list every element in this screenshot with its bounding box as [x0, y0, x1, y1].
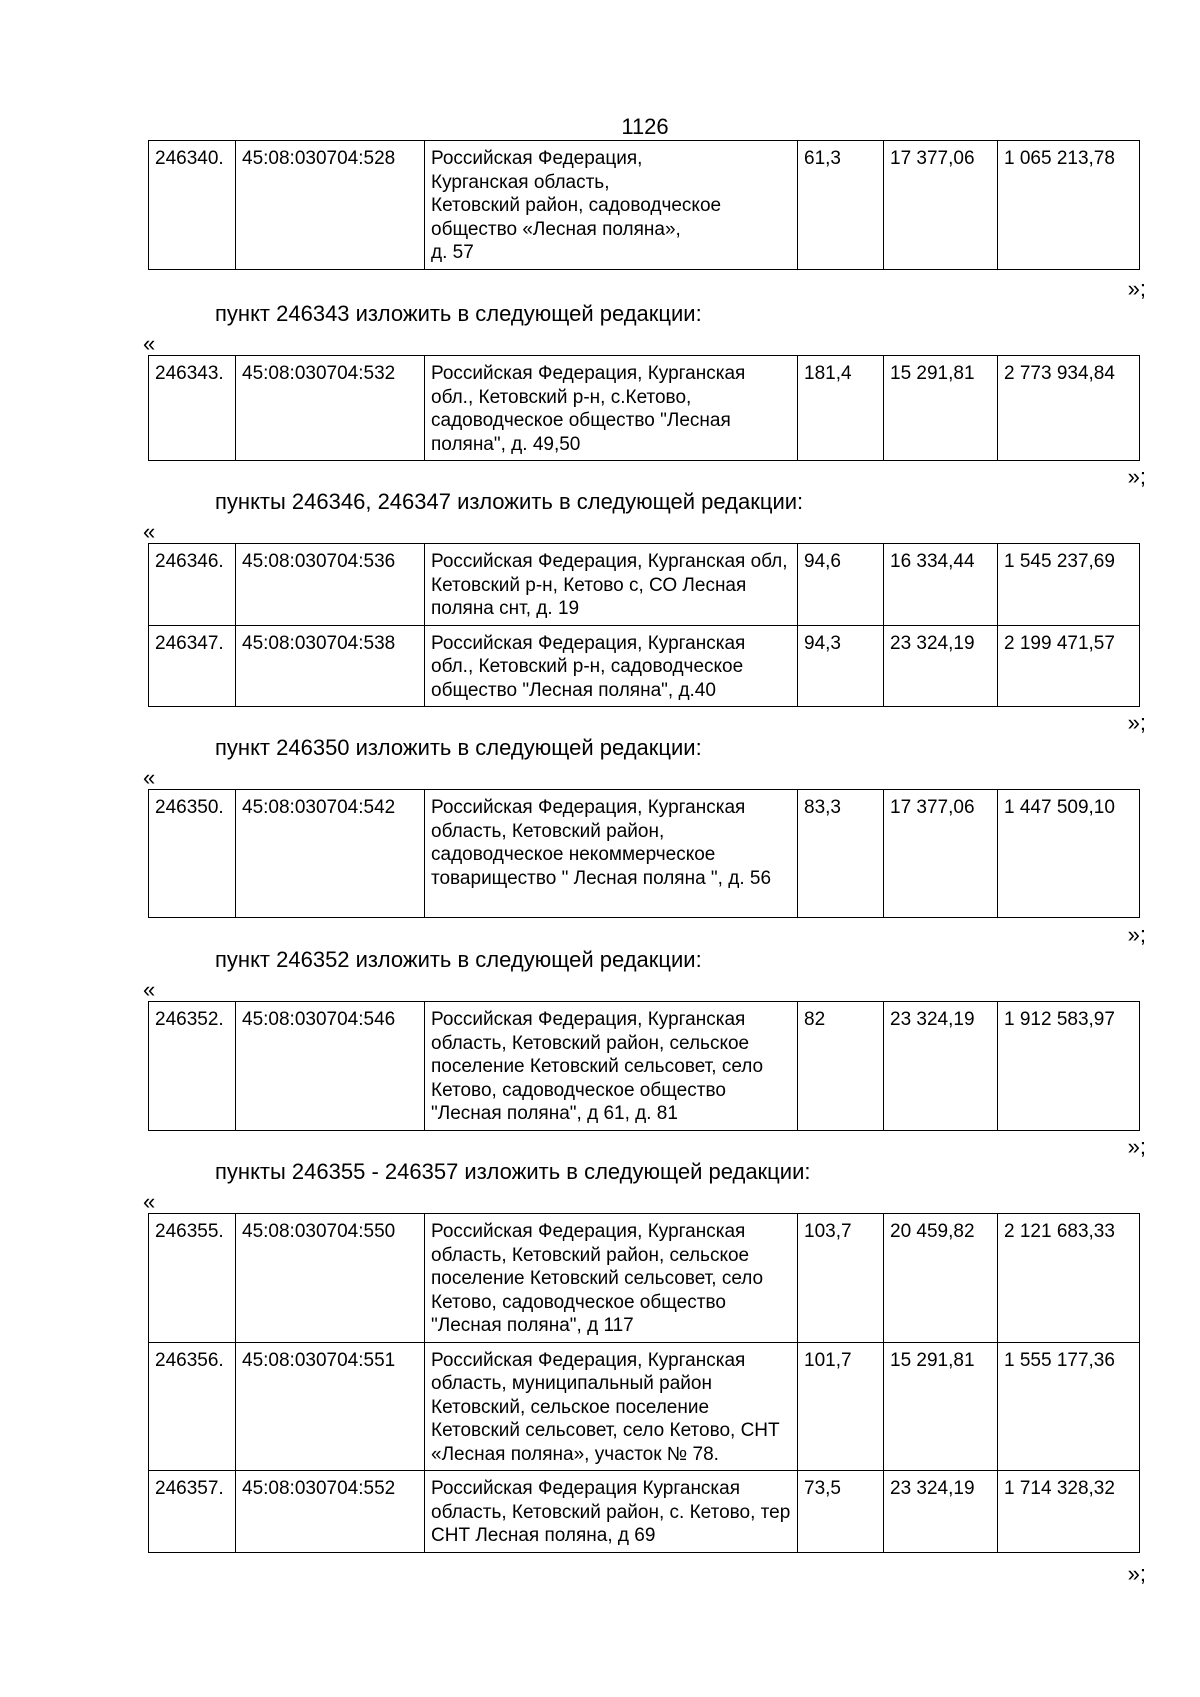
cadastral-value: 2 121 683,33	[998, 1214, 1140, 1343]
records-table-246350	[148, 789, 1140, 918]
records-table-246352	[148, 1001, 1140, 1131]
closing-quote: »;	[1127, 1134, 1146, 1159]
opening-quote: «	[143, 331, 156, 356]
unit-price: 15 291,81	[884, 356, 998, 461]
cadastral-number: 45:08:030704:546	[236, 1002, 425, 1131]
cadastral-number: 45:08:030704:538	[236, 625, 425, 707]
unit-price: 23 324,19	[884, 625, 998, 707]
closing-quote: »;	[1127, 276, 1146, 301]
amendment-instruction: пункты 246355 - 246357 изложить в следующей редакции:	[215, 1159, 811, 1184]
item-number: 246343.	[149, 356, 236, 461]
cadastral-value: 1 545 237,69	[998, 544, 1140, 626]
opening-quote: «	[143, 1189, 156, 1214]
table-row	[149, 1342, 1140, 1471]
item-number: 246352.	[149, 1002, 236, 1131]
item-number: 246357.	[149, 1471, 236, 1553]
amendment-instruction: пункты 246346, 246347 изложить в следующей редакции:	[215, 489, 804, 514]
item-number: 246340.	[149, 141, 236, 270]
table-row	[149, 790, 1140, 918]
cadastral-value: 1 065 213,78	[998, 141, 1140, 270]
address: Российская Федерация Курганская область, Кетовский район, с. Кетово, тер СНТ Лесная поляна, д 69	[425, 1471, 798, 1553]
address: Российская Федерация, Курганская область, Кетовский район, садоводческое общество «Лесная поляна», д. 57	[425, 141, 798, 270]
cadastral-number: 45:08:030704:552	[236, 1471, 425, 1553]
amendment-instruction: пункт 246343 изложить в следующей редакции:	[215, 301, 702, 326]
closing-quote: »;	[1127, 710, 1146, 735]
opening-quote: «	[143, 765, 156, 790]
address: Российская Федерация, Курганская обл., Кетовский р-н, с.Кетово, садоводческое общество "Лесная поляна", д. 49,50	[425, 356, 798, 461]
records-table-246343	[148, 355, 1140, 461]
cadastral-number: 45:08:030704:551	[236, 1342, 425, 1471]
unit-price: 15 291,81	[884, 1342, 998, 1471]
address: Российская Федерация, Курганская обл., Кетовский р-н, садоводческое общество "Лесная поляна", д.40	[425, 625, 798, 707]
item-number: 246346.	[149, 544, 236, 626]
cadastral-value: 1 912 583,97	[998, 1002, 1140, 1131]
closing-quote: »;	[1127, 922, 1146, 947]
opening-quote: «	[143, 977, 156, 1002]
unit-price: 17 377,06	[884, 141, 998, 270]
table-row	[149, 1214, 1140, 1343]
item-number: 246347.	[149, 625, 236, 707]
closing-quote: »;	[1127, 464, 1146, 489]
item-number: 246350.	[149, 790, 236, 918]
area: 61,3	[798, 141, 884, 270]
page-number: 1126	[621, 114, 669, 139]
table-row	[149, 1002, 1140, 1131]
table-row	[149, 625, 1140, 707]
amendment-instruction: пункт 246350 изложить в следующей редакции:	[215, 735, 702, 760]
cadastral-number: 45:08:030704:528	[236, 141, 425, 270]
cadastral-value: 2 773 934,84	[998, 356, 1140, 461]
cadastral-number: 45:08:030704:536	[236, 544, 425, 626]
opening-quote: «	[143, 519, 156, 544]
table-row	[149, 356, 1140, 461]
amendment-instruction: пункт 246352 изложить в следующей редакции:	[215, 947, 702, 972]
address: Российская Федерация, Курганская область, Кетовский район, сельское поселение Кетовский сельсовет, село Кетово, садоводческое общество "Лесная поляна", д 61, д. 81	[425, 1002, 798, 1131]
table-row	[149, 141, 1140, 270]
area: 83,3	[798, 790, 884, 918]
area: 82	[798, 1002, 884, 1131]
records-table-246340	[148, 140, 1140, 270]
unit-price: 17 377,06	[884, 790, 998, 918]
cadastral-value: 2 199 471,57	[998, 625, 1140, 707]
closing-quote: »;	[1127, 1561, 1146, 1586]
cadastral-number: 45:08:030704:542	[236, 790, 425, 918]
address: Российская Федерация, Курганская область, муниципальный район Кетовский, сельское поселение Кетовский сельсовет, село Кетово, СНТ «Лесная поляна», участок № 78.	[425, 1342, 798, 1471]
unit-price: 23 324,19	[884, 1002, 998, 1131]
unit-price: 23 324,19	[884, 1471, 998, 1553]
area: 181,4	[798, 356, 884, 461]
table-row	[149, 1471, 1140, 1553]
records-table-246355-246357	[148, 1213, 1140, 1553]
area: 94,3	[798, 625, 884, 707]
records-table-246346-246347	[148, 543, 1140, 707]
cadastral-value: 1 447 509,10	[998, 790, 1140, 918]
item-number: 246355.	[149, 1214, 236, 1343]
table-row	[149, 544, 1140, 626]
area: 94,6	[798, 544, 884, 626]
unit-price: 16 334,44	[884, 544, 998, 626]
area: 101,7	[798, 1342, 884, 1471]
address: Российская Федерация, Курганская обл, Кетовский р-н, Кетово с, СО Лесная поляна снт, д. 19	[425, 544, 798, 626]
area: 103,7	[798, 1214, 884, 1343]
cadastral-value: 1 714 328,32	[998, 1471, 1140, 1553]
unit-price: 20 459,82	[884, 1214, 998, 1343]
item-number: 246356.	[149, 1342, 236, 1471]
cadastral-value: 1 555 177,36	[998, 1342, 1140, 1471]
cadastral-number: 45:08:030704:550	[236, 1214, 425, 1343]
address: Российская Федерация, Курганская область, Кетовский район, садоводческое некоммерческое товарищество " Лесная поляна ", д. 56	[425, 790, 798, 918]
address: Российская Федерация, Курганская область, Кетовский район, сельское поселение Кетовский сельсовет, село Кетово, садоводческое общество "Лесная поляна", д 117	[425, 1214, 798, 1343]
cadastral-number: 45:08:030704:532	[236, 356, 425, 461]
area: 73,5	[798, 1471, 884, 1553]
